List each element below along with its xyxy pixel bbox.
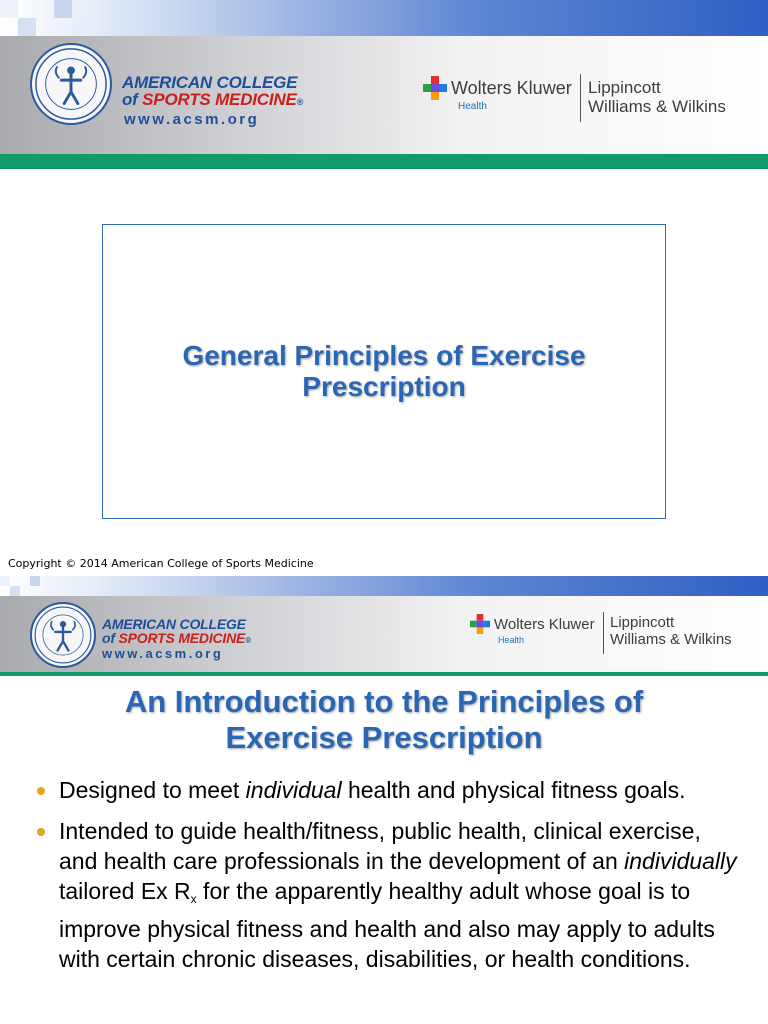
- green-divider-bar: [0, 154, 768, 169]
- publisher-divider: [580, 74, 581, 122]
- bullet-item: Intended to guide health/fitness, public health, clinical exercise, and health care professionals in the development of an individually tailored Ex $R_x$ for the apparently healthy adult whose goal is to improve physical fitness and health and also may apply to adults with certain chronic diseases, disabilities, or health conditions.: [34, 816, 744, 974]
- lww-line2: Williams & Wilkins: [588, 97, 726, 117]
- lww-line1: Lippincott: [588, 78, 661, 97]
- acsm-name-line1: AMERICAN COLLEGE: [102, 616, 246, 632]
- lww-line2: Williams & Wilkins: [610, 630, 732, 648]
- lww-name: [610, 615, 732, 649]
- registered-mark: ®: [245, 636, 251, 645]
- decorative-top-band: [0, 576, 768, 596]
- acsm-url: www.acsm.org: [124, 111, 260, 128]
- publisher-name: Wolters Kluwer: [451, 78, 572, 98]
- acsm-name-of: of: [122, 90, 143, 109]
- slide-heading: [0, 684, 768, 755]
- heading-line2: Exercise Prescription: [225, 719, 543, 755]
- lww-line1: Lippincott: [610, 614, 675, 631]
- acsm-seal-icon: [30, 602, 96, 668]
- copyright-notice: Copyright © 2014 American College of Sports Medicine: [8, 557, 314, 570]
- bullet-item: Designed to meet individual health and physical fitness goals.: [34, 775, 744, 805]
- decorative-top-band: [0, 0, 768, 36]
- title-box: [102, 224, 666, 519]
- slide-header: [0, 596, 768, 674]
- lww-name: [588, 78, 726, 116]
- registered-mark: ®: [296, 97, 304, 107]
- wolters-kluwer-logo-icon: [470, 614, 490, 634]
- wolters-kluwer-logo-icon: [423, 76, 447, 100]
- acsm-name-line2: SPORTS MEDICINE: [142, 90, 297, 109]
- publisher-health: Health: [458, 101, 487, 112]
- acsm-name-line1: AMERICAN COLLEGE: [122, 73, 298, 92]
- publisher-health: Health: [498, 635, 525, 645]
- content-slide: [0, 576, 768, 1024]
- acsm-name-of: of: [102, 630, 119, 646]
- bullet-list: [34, 775, 744, 985]
- slide-title: General Principles of Exercise Prescription: [182, 339, 586, 402]
- slide-header: [0, 36, 768, 154]
- green-divider-bar: [0, 672, 768, 676]
- heading-line1: An Introduction to the Principles of: [124, 684, 644, 719]
- publisher-name: Wolters Kluwer: [494, 616, 595, 633]
- publisher-divider: [603, 612, 604, 654]
- acsm-url: www.acsm.org: [102, 646, 224, 661]
- acsm-name-line2: SPORTS MEDICINE: [118, 630, 246, 646]
- acsm-seal-icon: [30, 43, 112, 125]
